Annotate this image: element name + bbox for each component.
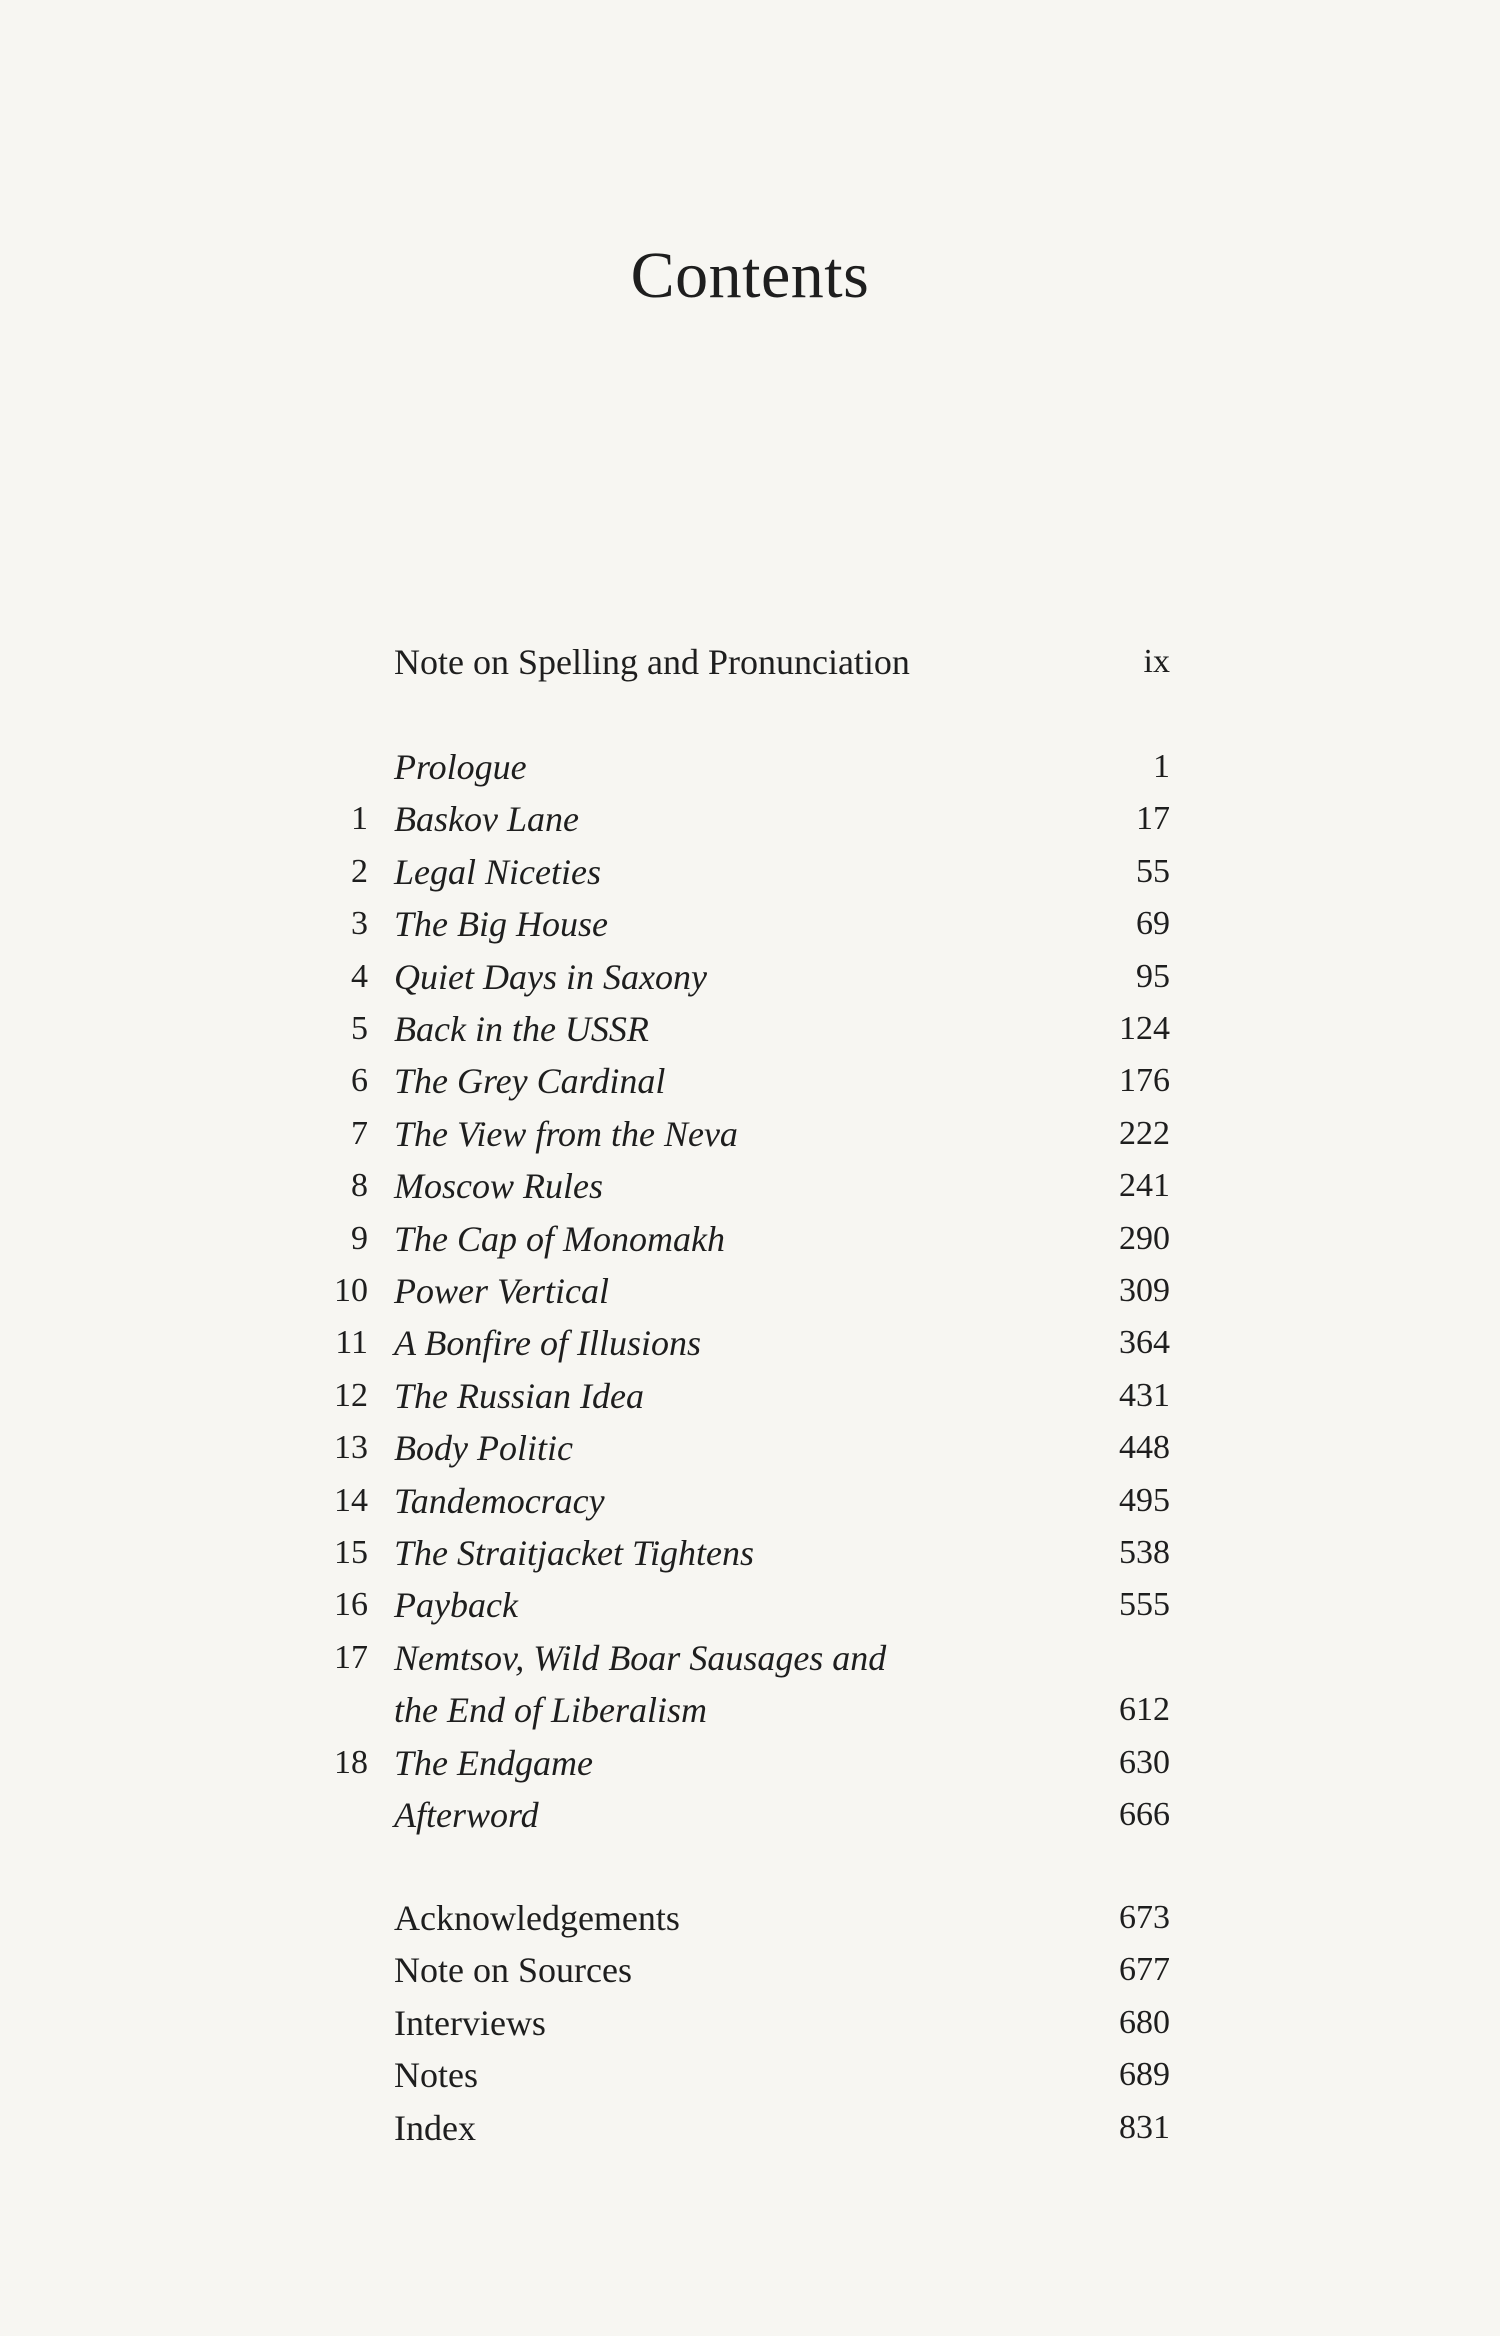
page-number: 630	[1119, 1743, 1170, 1781]
page-number: 495	[1119, 1481, 1170, 1519]
toc-entry-chapter	[300, 1265, 1170, 1317]
entry-title: The Grey Cardinal	[394, 1061, 666, 1102]
page-number: 538	[1119, 1534, 1170, 1571]
toc-entry-chapter	[300, 846, 1170, 898]
page-number: 95	[1136, 957, 1170, 995]
page-number: 612	[1119, 1691, 1170, 1729]
chapter-number: 6	[351, 1062, 368, 1100]
toc-entry-chapter	[300, 1160, 1170, 1212]
toc-entry-chapter	[300, 1475, 1170, 1527]
page-number: 309	[1119, 1272, 1170, 1309]
toc-entry-back	[300, 2049, 1170, 2101]
chapter-number: 12	[334, 1376, 368, 1414]
entry-title: Note on Sources	[394, 1950, 632, 1991]
entry-title: The Russian Idea	[394, 1375, 644, 1416]
toc-entry-chapter	[300, 1422, 1170, 1474]
entry-title: The View from the Neva	[394, 1113, 738, 1154]
toc-entry-chapter	[300, 1789, 1170, 1841]
chapter-number: 8	[351, 1167, 368, 1205]
entry-title: Moscow Rules	[394, 1166, 603, 1207]
entry-title: Acknowledgements	[394, 1898, 680, 1938]
entry-title: the End of Liberalism	[394, 1690, 707, 1731]
toc-entry-chapter	[300, 898, 1170, 950]
page-number: ix	[1143, 643, 1170, 680]
chapter-number: 1	[351, 800, 368, 838]
entry-title: Baskov Lane	[394, 799, 579, 840]
page-number: 831	[1119, 2108, 1170, 2146]
page-title: Contents	[630, 239, 870, 312]
toc-entry-front	[300, 636, 1170, 688]
chapter-number: 13	[334, 1429, 368, 1467]
entry-title: Quiet Days in Saxony	[394, 956, 707, 997]
page-number: 241	[1119, 1167, 1170, 1205]
toc-entry-chapter	[300, 1684, 1170, 1736]
page-number: 69	[1136, 905, 1170, 943]
toc-entry-chapter	[300, 1737, 1170, 1789]
toc-entry-chapter	[300, 1213, 1170, 1265]
page-number: 364	[1119, 1324, 1170, 1362]
toc-entry-chapter	[300, 1579, 1170, 1631]
toc-entry-chapter	[300, 1108, 1170, 1160]
page-number: 677	[1119, 1951, 1170, 1989]
chapter-number: 2	[351, 852, 368, 890]
page-number: 448	[1119, 1429, 1170, 1467]
toc-entry-chapter	[300, 741, 1170, 793]
toc-entry-chapter	[300, 1003, 1170, 1055]
chapter-number: 7	[351, 1114, 368, 1152]
entry-title: Notes	[394, 2055, 478, 2096]
toc-entry-chapter	[300, 1317, 1170, 1369]
chapter-number: 9	[351, 1219, 368, 1257]
entry-title: The Big House	[394, 904, 608, 945]
toc-entry-chapter	[300, 793, 1170, 845]
page-number: 124	[1119, 1010, 1170, 1047]
entry-title: Prologue	[394, 747, 527, 787]
page-number: 673	[1119, 1899, 1170, 1936]
entry-title: Tandemocracy	[394, 1480, 605, 1521]
entry-title: Power Vertical	[394, 1271, 609, 1311]
entry-title: Index	[394, 2107, 476, 2148]
entry-title: Afterword	[394, 1795, 539, 1835]
entry-title: Payback	[394, 1585, 518, 1626]
page-number: 55	[1136, 852, 1170, 890]
chapter-number: 16	[334, 1586, 368, 1624]
chapter-number: 5	[351, 1010, 368, 1047]
chapter-number: 4	[351, 957, 368, 995]
toc-entry-chapter	[300, 1632, 1170, 1684]
chapter-number: 15	[334, 1534, 368, 1571]
page-number: 290	[1119, 1219, 1170, 1257]
page-number: 17	[1136, 800, 1170, 838]
page-number: 689	[1119, 2056, 1170, 2094]
entry-title: The Endgame	[394, 1742, 593, 1783]
entry-title: The Cap of Monomakh	[394, 1218, 725, 1259]
entry-title: Note on Spelling and Pronunciation	[394, 642, 910, 682]
page-number: 222	[1119, 1114, 1170, 1152]
page-number: 431	[1119, 1376, 1170, 1414]
chapter-number: 18	[334, 1743, 368, 1781]
entry-title: Back in the USSR	[394, 1009, 649, 1049]
chapter-number: 3	[351, 905, 368, 943]
toc-entry-chapter	[300, 1527, 1170, 1579]
chapter-number: 14	[334, 1481, 368, 1519]
page-number: 680	[1119, 2003, 1170, 2041]
toc-entry-back	[300, 1997, 1170, 2049]
entry-title: A Bonfire of Illusions	[394, 1323, 702, 1364]
entry-title: Legal Niceties	[394, 851, 601, 892]
entry-title: Nemtsov, Wild Boar Sausages and	[394, 1637, 887, 1678]
toc-entry-chapter	[300, 1055, 1170, 1107]
page-number: 666	[1119, 1796, 1170, 1833]
chapter-number: 10	[334, 1272, 368, 1309]
page-number: 555	[1119, 1586, 1170, 1624]
chapter-number: 17	[334, 1638, 368, 1676]
toc-entry-back	[300, 1944, 1170, 1996]
toc-entry-chapter	[300, 951, 1170, 1003]
chapter-number: 11	[335, 1324, 368, 1362]
page-number: 1	[1153, 748, 1170, 785]
entry-title: Interviews	[394, 2002, 546, 2043]
toc-entry-chapter	[300, 1370, 1170, 1422]
entry-title: The Straitjacket Tightens	[394, 1533, 754, 1573]
toc-entry-back	[300, 2102, 1170, 2154]
page-number: 176	[1119, 1062, 1170, 1100]
entry-title: Body Politic	[394, 1428, 573, 1469]
toc-entry-back	[300, 1892, 1170, 1944]
